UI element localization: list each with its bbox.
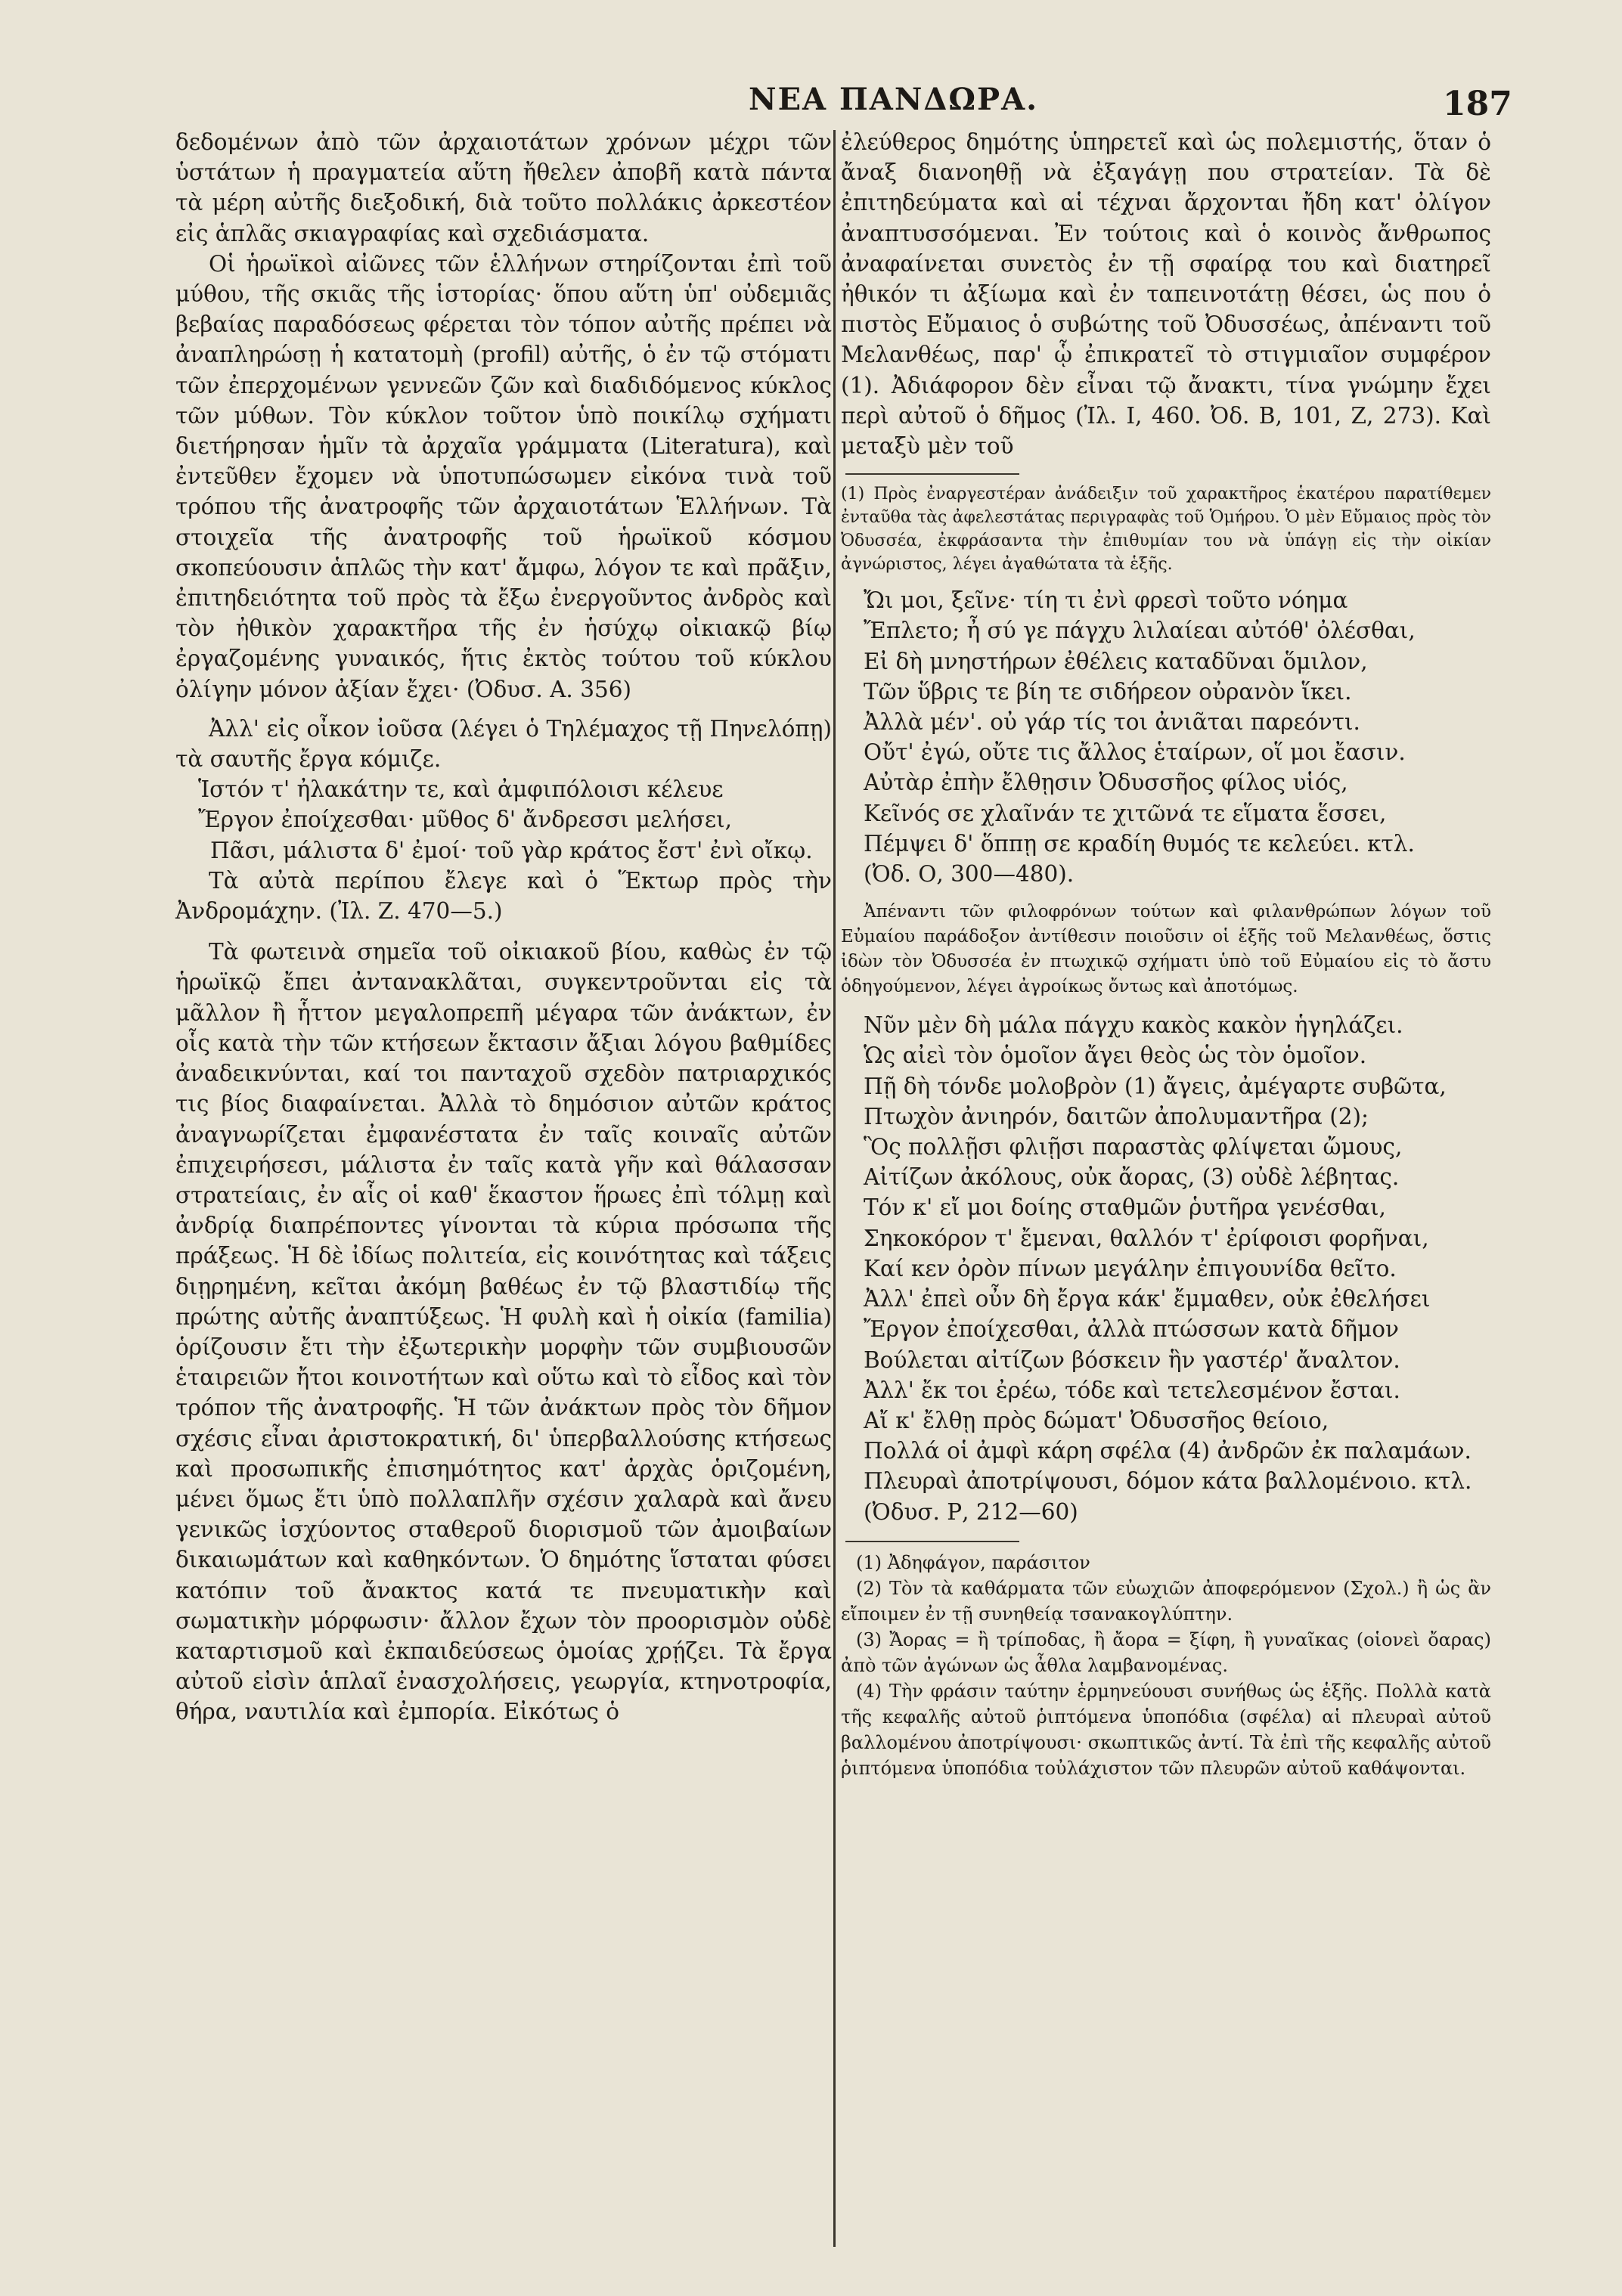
verse-line: Καί κεν ὀρὸν πίνων μεγάλην ἐπιγουνίδα θεῖτο. xyxy=(864,1255,1397,1281)
note-melantheus: Ἀπέναντι τῶν φιλοφρόνων τούτων καὶ φιλανθρώπων λόγων τοῦ Εὐμαίου παράδοξον ἀντίθεσιν ποιοῦσιν οἱ ἑξῆς τοῦ Μελανθέως, ὅστις ἰδὼν τὸν Ὀδυσσέα ἐν πτωχικῷ σχήματι ὑπὸ τοῦ Εὐμαίου εἰς τὸ ἄστυ ὁδηγούμενον, λέγει ἀγροίκως ὄντως καὶ ἀποτόμως. xyxy=(841,902,1491,997)
verse-citation: (Ὀδ. Ο, 300—480). xyxy=(864,861,1075,888)
verse-line: Ἀλλ' ἐπεὶ οὖν δὴ ἔργα κάκ' ἔμμαθεν, οὐκ ἐθελήσει xyxy=(864,1286,1431,1312)
verse-line: Πτωχὸν ἀνιηρόν, δαιτῶν ἀπολυμαντῆρα (2); xyxy=(864,1103,1369,1129)
verse-line: Ἔργον ἐποίχεσθαι, ἀλλὰ πτώσσων κατὰ δῆμον xyxy=(864,1316,1399,1343)
page-number: 187 xyxy=(1443,85,1512,123)
verse-line: Ἱστόν τ' ἠλακάτην τε, καὶ ἀμφιπόλοισι κέλευε xyxy=(198,776,724,803)
footnote-4: (4) Τὴν φράσιν ταύτην ἑρμηνεύουσι συνήθως ὡς ἑξῆς. Πολλὰ κατὰ τῆς κεφαλῆς αὐτοῦ ῥιπτόμενα ὑποπόδια (σφέλα) αἱ πλευραὶ αὐτοῦ βαλλομένου ἀποτρίψουσι· σκωπτικῶς ἀντί. Τὰ ἐπὶ τῆς κεφαλῆς αὐτοῦ ῥιπτόμενα ὑποπόδια τοὐλάχιστον τῶν πλευρῶν αὐτοῦ καθάψονται. xyxy=(841,1680,1491,1779)
footnote-separator xyxy=(845,473,1019,475)
footnote-3: (3) Ἄορας = ἢ τρίποδας, ἢ ἄορα = ξίφη, ἢ γυναῖκας (οἱονεὶ ὄαρας) ἀπὸ τῶν ἀγώνων ὡς ἆθλα λαμβανομένας. xyxy=(841,1628,1491,1676)
verse-line: Οὔτ' ἐγώ, οὔτε τις ἄλλος ἑταίρων, οἵ μοι ἔασιν. xyxy=(864,739,1406,766)
verse-citation: (Ὀδυσ. Ρ, 212—60) xyxy=(864,1498,1078,1525)
verse-intro: Ἀλλ' εἰς οἶκον ἰοῦσα (λέγει ὁ Τηλέμαχος τῇ Πηνελόπῃ) τὰ σαυτῆς ἔργα κόμιζε. xyxy=(175,715,832,773)
footnote-1-intro: (1) Πρὸς ἐναργεστέραν ἀνάδειξιν τοῦ χαρακτῆρος ἑκατέρου παρατίθεμεν ἐνταῦθα τὰς ἀφελεστάτας περιγραφὰς τοῦ Ὁμήρου. Ὁ μὲν Εὔμαιος πρὸς τὸν Ὀδυσσέα, ἐκφράσαντα τὴν ἐπιθυμίαν του νὰ ὑπάγῃ εἰς τὴν οἰκίαν ἀγνώριστος, λέγει ἀγαθώτατα τὰ ἑξῆς. xyxy=(841,485,1491,575)
verse-quote-odyssey-o xyxy=(841,585,1491,889)
verse-quote-odyssey-a xyxy=(175,714,832,926)
verse-line: Αὐτὰρ ἐπὴν ἔλθῃσιν Ὀδυσσῆος φίλος υἱός, xyxy=(864,770,1348,796)
footnote-separator xyxy=(845,1541,1019,1542)
verse-line: Ὡς αἰεὶ τὸν ὁμοῖον ἄγει θεὸς ὡς τὸν ὁμοῖον. xyxy=(864,1043,1367,1069)
verse-line: Πῇ δὴ τόνδε μολοβρὸν (1) ἄγεις, ἀμέγαρτε συβῶτα, xyxy=(864,1073,1447,1099)
verse-line: Αἰτίζων ἀκόλους, οὐκ ἄορας, (3) οὐδὲ λέβητας. xyxy=(864,1164,1400,1191)
verse-line: Ὤι μοι, ξεῖνε· τίη τι ἐνὶ φρεσὶ τοῦτο νόημα xyxy=(864,587,1348,614)
verse-line: Πολλά οἱ ἀμφὶ κάρη σφέλα (4) ἀνδρῶν ἐκ παλαμάων. xyxy=(864,1438,1472,1464)
verse-line: Τῶν ὕβρις τε βίη τε σιδήρεον οὐρανὸν ἵκει. xyxy=(864,678,1352,705)
verse-line: Βούλεται αἰτίζων βόσκειν ἣν γαστέρ' ἄναλτον. xyxy=(864,1346,1400,1373)
verse-line: Κεῖνός σε χλαῖνάν τε χιτῶνά τε εἵματα ἕσσει, xyxy=(864,800,1387,826)
running-title: ΝΕΑ ΠΑΝΔΩΡΑ. xyxy=(749,82,1039,117)
verse-line: Ἔπλετο; ἦ σύ γε πάγχυ λιλαίεαι αὐτόθ' ὀλέσθαι, xyxy=(864,618,1416,644)
verse-line: Πᾶσι, μάλιστα δ' ἐμοί· τοῦ γὰρ κράτος ἔστ' ἐνὶ οἴκῳ. xyxy=(210,837,813,863)
paragraph-domestic-life: Τὰ φωτεινὰ σημεῖα τοῦ οἰκιακοῦ βίου, καθὼς ἐν τῷ ἡρωϊκῷ ἔπει ἀντανακλᾶται, συγκεντροῦνται εἰς τὰ μᾶλλον ἢ ἧττον μεγαλοπρεπῆ μέγαρα τῶν ἀνάκτων, ἐν οἷς κατὰ τὴν τῶν κτήσεων ἔκτασιν ἄξιαι λόγου βαθμίδες ἀναδεικνύνται, καί τοι πανταχοῦ σχεδὸν πατριαρχικός τις βίος διαφαίνεται. Ἀλλὰ τὸ δημόσιον αὐτῶν κράτος ἀναγνωρίζεται ἐμφανέστατα ἐν ταῖς κοιναῖς αὐτῶν ἐπιχειρήσεσι, μάλιστα ἐν ταῖς κατὰ γῆν καὶ θάλασσαν στρατείαις, ἐν αἷς οἱ καθ' ἕκαστον ἥρωες ἐπὶ τόλμῃ καὶ ἀνδρίᾳ διαπρέποντες γίνονται τὰ κύρια πρόσωπα τῆς πράξεως. Ἡ δὲ ἰδίως πολιτεία, εἰς κοινότητας καὶ τάξεις διῃρημένη, κεῖται ἀκόμη βαθέως ἐν τῷ βλαστιδίῳ τῆς πρώτης αὐτῆς ἀναπτύξεως. Ἡ φυλὴ καὶ ἡ οἰκία (familia) ὁρίζουσιν ἔτι τὴν ἐξωτερικὴν μορφὴν τῶν συμβιουσῶν ἑταιρειῶν ἤτοι κοινοτήτων καὶ οὕτω καὶ τὸ εἶδος καὶ τὸν τρόπον τῆς ἀνατροφῆς. Ἡ τῶν ἀνάκτων πρὸς τὸν δῆμον σχέσις εἶναι ἀριστοκρατική, δι' ὑπερβαλλούσης κτήσεως καὶ προσωπικῆς ἐπισημότητος κατ' ἀρχὰς ὁριζομένη, μένει ὅμως ἔτι ὑπὸ πολλαπλῆν σχέσιν χαλαρὰ καὶ ἄνευ γενικῶς ἰσχύοντος σταθεροῦ διορισμοῦ τῶν ἀμοιβαίων δικαιωμάτων καὶ καθηκόντων. Ὁ δημότης ἵσταται φύσει κατόπιν τοῦ ἄνακτος κατά τε πνευματικὴν καὶ σωματικὴν μόρφωσιν· ἄλλον ἔχων τὸν προορισμὸν οὐδὲ καταρτισμοῦ καὶ ἐκπαιδεύσεως ὁμοίας χρῄζει. Τὰ ἔργα αὐτοῦ εἰσὶν ἁπλαῖ ἐνασχολήσεις, γεωργία, κτηνοτροφία, θήρα, ναυτιλία καὶ ἐμπορία. Εἰκότως ὁ xyxy=(175,939,832,1725)
column-divider xyxy=(833,130,836,2247)
verse-line: Εἰ δὴ μνηστήρων ἐθέλεις καταδῦναι ὅμιλον, xyxy=(864,648,1368,674)
paragraph-heroic-ages: Οἱ ἡρωϊκοὶ αἰῶνες τῶν ἑλλήνων στηρίζονται ἐπὶ τοῦ μύθου, τῆς σκιᾶς τῆς ἱστορίας· ὅπου αὕτη ὑπ' οὐδεμιᾶς βεβαίας παραδόσεως φέρεται τὸν τόπον αὐτῆς πρέπει νὰ ἀναπληρώσῃ ἡ κατατομὴ (profil) αὐτῆς, ὁ ἐν τῷ στόματι τῶν ἐπερχομένων γεννεῶν ζῶν καὶ διαδιδόμενος κύκλος τῶν μύθων. Τὸν κύκλον τοῦτον ὑπὸ ποικίλῳ σχήματι διετήρησαν ἡμῖν τὰ ἀρχαῖα γράμματα (Literatura), καὶ ἐντεῦθεν ἔχομεν νὰ ὑποτυπώσωμεν εἰκόνα τινὰ τοῦ τρόπου τῆς ἀνατροφῆς τῶν ἀρχαιοτάτων Ἑλλήνων. Τὰ στοιχεῖα τῆς ἀνατροφῆς τοῦ ἡρωϊκοῦ κόσμου σκοπεύουσιν ἁπλῶς τὴν κατ' ἄμφω, λόγον τε καὶ πρᾶξιν, ἐπιτηδειότητα τοῦ πρὸς τὰ ἔξω ἐνεργοῦντος ἀνδρὸς καὶ τὸν ἠθικὸν χαρακτῆρα τῆς ἐν ἡσύχῳ οἰκιακῷ βίῳ ἐργαζομένης γυναικός, ἥτις ἐκτὸς τούτου τοῦ κύκλου ὀλίγην μόνον ἀξίαν ἔχει· (Ὀδυσ. Α. 356) xyxy=(175,250,832,702)
right-column xyxy=(841,127,1491,1781)
verse-line: Σηκοκόρον τ' ἔμεναι, θαλλόν τ' ἐρίφοισι φορῆναι, xyxy=(864,1225,1429,1251)
verse-line: Ἔργον ἐποίχεσθαι· μῦθος δ' ἄνδρεσσι μελήσει, xyxy=(198,807,733,833)
verse-line: Πέμψει δ' ὅππῃ σε κραδίη θυμός τε κελεύει. κτλ. xyxy=(864,830,1415,857)
verse-quote-odyssey-r xyxy=(841,1010,1491,1526)
footnote-2: (2) Τὸν τὰ καθάρματα τῶν εὐωχιῶν ἀποφερόμενον (Σχολ.) ἢ ὡς ἂν εἴποιμεν ἐν τῇ συνηθείᾳ τσανακογλύπτην. xyxy=(841,1577,1491,1625)
verse-line: Νῦν μὲν δὴ μάλα πάγχυ κακὸς κακὸν ἡγηλάζει. xyxy=(864,1012,1403,1039)
verse-line: Ἀλλ' ἔκ τοι ἐρέω, τόδε καὶ τετελεσμένον ἔσται. xyxy=(864,1377,1400,1403)
verse-line: Αἴ κ' ἔλθῃ πρὸς δώματ' Ὀδυσσῆος θείοιο, xyxy=(864,1407,1329,1433)
paragraph-free-citizen: ἐλεύθερος δημότης ὑπηρετεῖ καὶ ὡς πολεμιστής, ὅταν ὁ ἄναξ διανοηθῇ νὰ ἐξαγάγῃ που στρατείαν. Τὰ δὲ ἐπιτηδεύματα καὶ αἱ τέχναι ἄρχονται ἤδη κατ' ὀλίγον ἀναπτυσσόμεναι. Ἐν τούτοις καὶ ὁ κοινὸς ἄνθρωπος ἀναφαίνεται συνετὸς ἐν τῇ σφαίρᾳ του καὶ διατηρεῖ ἠθικόν τι ἀξίωμα καὶ ἐν ταπεινοτάτῃ θέσει, ὡς που ὁ πιστὸς Εὔμαιος ὁ συβώτης τοῦ Ὀδυσσέως, ἀπέναντι τοῦ Μελανθέως, παρ' ᾧ ἐπικρατεῖ τὸ στιγμιαῖον συμφέρον (1). Ἀδιάφορον δὲν εἶναι τῷ ἄνακτι, τίνα γνώμην ἔχει περὶ αὐτοῦ ὁ δῆμος (Ἰλ. Ι, 460. Ὀδ. Β, 101, Ζ, 273). Καὶ μεταξὺ μὲν τοῦ xyxy=(841,129,1491,460)
verse-line: Τόν κ' εἴ μοι δοίης σταθμῶν ῥυτῆρα γενέσθαι, xyxy=(864,1194,1386,1221)
verse-line: Ὃς πολλῇσι φλιῇσι παραστὰς φλίψεται ὤμους, xyxy=(864,1134,1403,1160)
verse-citation: Τὰ αὐτὰ περίπου ἔλεγε καὶ ὁ Ἕκτωρ πρὸς τὴν Ἀνδρομάχην. (Ἰλ. Ζ. 470—5.) xyxy=(175,867,832,925)
verse-line: Πλευραὶ ἀποτρίψουσι, δόμον κάτα βαλλομένοιο. κτλ. xyxy=(864,1468,1472,1495)
paragraph-continuation: δεδομένων ἀπὸ τῶν ἀρχαιοτάτων χρόνων μέχρι τῶν ὑστάτων ἡ πραγματεία αὕτη ἤθελεν ἀποβῆ κατὰ πάντα τὰ μέρη αὐτῆς διεξοδική, διὰ τοῦτο πολλάκις ἀρκεστέον εἰς ἁπλᾶς σκιαγραφίας καὶ σχεδιάσματα. xyxy=(175,129,832,246)
footnote-1: (1) Ἀδηφάγον, παράσιτον xyxy=(856,1551,1090,1573)
verse-line: Ἀλλὰ μέν'. οὐ γάρ τίς τοι ἀνιᾶται παρεόντι. xyxy=(864,709,1360,736)
left-column xyxy=(175,127,832,1727)
